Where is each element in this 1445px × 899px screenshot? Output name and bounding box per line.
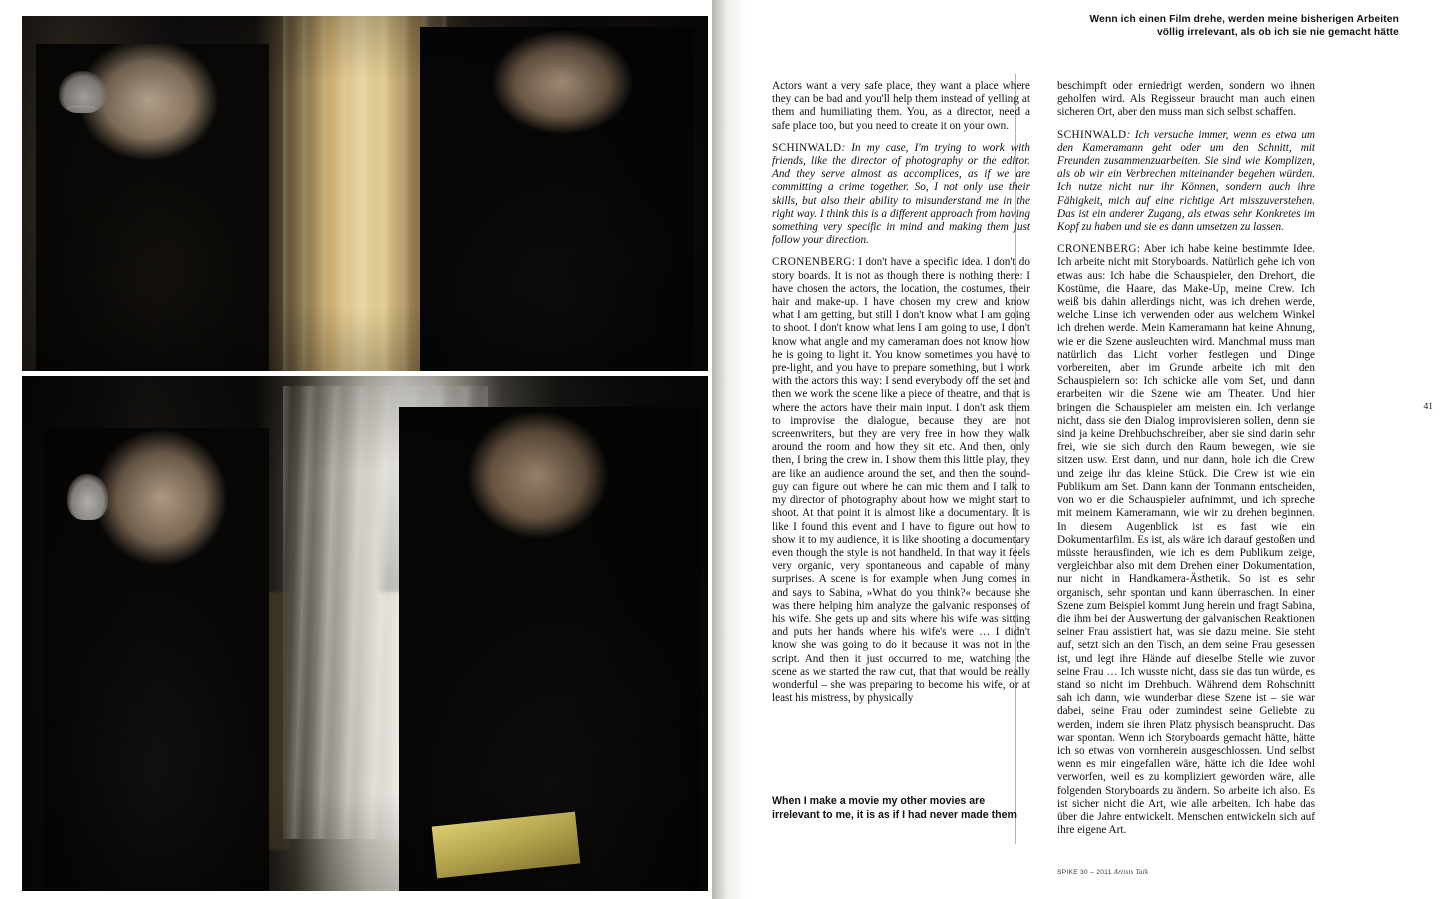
- interview-photo-cool: [22, 376, 708, 891]
- pull-quote: When I make a movie my other movies are irrelevant to me, it is as if I had never made them: [772, 795, 1017, 821]
- speaker-label-cronenberg-de: CRONENBERG: [1057, 243, 1137, 256]
- right-text-page: [746, 0, 1445, 899]
- speaker-label-cronenberg-en: CRONENBERG: [772, 256, 852, 269]
- paragraph-de-3-text: : Aber ich habe keine bestimmte Idee. Ich arbeite nicht mit Storyboards. Natürlich gehe ich von etwas aus: Ich habe die Schauspieler, den Drehort, die Kostüme, die Haare, das Make-Up, meine Crew. Ich weiß bis dahin allerdings nicht, was ich drehen werde, welche Linse ich verwenden oder aus welchem Winkel ich drehen werde. Mein Kameramann hat keine Ahnung, wie er die Szene ausleuchten wird. Manchmal muss man natürlich das Licht vorher festlegen und Dinge vorbereiten, aber im Grunde arbeite ich mit den Schauspielern so: Ich schicke alle vom Set, und dann erarbeiten wir die Szene wie am Theater. Und hier bringen die Schauspieler am meisten ein. Ich verlange nicht, dass sie den Dialog improvisieren sollen, denn sie sind ja keine Drehbuchschreiber, aber sie sind darin sehr frei, wie sie sich durch den Raum bewegen, wie sie sitzen usw. Erst dann, und nur dann, hole ich die Crew und zeige ihr das kleine Stück. Die Crew ist wie ein Publikum am Set. Dann kann der Tonmann entscheiden, von wo er die Schauspieler aufnimmt, und ich spreche mit meinem Kameramann, wie wir zu drehen beginnen. In diesem Augenblick ist es fast wie ein Dokumentarfilm. Es ist, als wäre ich darauf gestoßen und müsste herausfinden, wie ich es dem Publikum zeige, vergleichbar also mit dem Drehen einer Dokumentation, nur nicht in Handkamera-Ästhetik. So ist es sehr organisch, sehr spontan und kann überraschen. In einer Szene zum Beispiel kommt Jung herein und fragt Sabina, die ihm bei der Auswertung der galvanischen Reaktionen seiner Frau assistiert hat, was sie dazu meine. Sie steht auf, setzt sich an den Tisch, an dem seine Frau gesessen ist, und legt ihre Hände auf dieselbe Stelle wie zuvor seine Frau … Ich wusste nicht, dass sie das tun würde, es stand so nicht im Drehbuch. Während dem Rohschnitt sah ich dann, wie wunderbar diese Szene ist – sie war dabei, seine Frau oder zumindest seine Geliebte zu werden, indem sie ihren Platz physisch beansprucht. Das war spontan. Wenn ich Storyboards gemacht hätte, hätte ich so etwas von vornherein ausgeschlossen. Und selbst wenn es mir eingefallen wäre, hätte ich die Idee wohl verworfen, weil es zu kompliziert geworden wäre, alle folgenden Storyboards zu ändern. So arbeite ich also. Es ist sicher nicht die Art, wie alle arbeiten. Ich habe das über die Jahre entwickelt. Menschen entwickeln sich auf ihre eigene Art.: [1057, 243, 1315, 837]
- paragraph-en-3: [772, 256, 1030, 705]
- page-header-quote: Wenn ich einen Film drehe, werden meine bisherigen Arbeiten völlig irrelevant, als ob ich sie nie gemacht hätte: [1089, 14, 1399, 39]
- paragraph-de-2-text: : Ich versuche immer, wenn es etwa um den Kameramann geht oder um den Schnitt, mit Freunden zusammenzuarbeiten. Sie sind wie Komplizen, als ob wir ein Verbrechen miteinander begehen würden. Ich nutze nicht nur ihr Können, sondern auch ihre Fähigkeit, mich auf eine richtige Art misszuverstehen. Das ist ein anderer Zugang, als etwas sehr Konkretes im Kopf zu haben und sie es dann umsetzen zu lassen.: [1057, 128, 1315, 234]
- speaker-label-schinwald-de: SCHINWALD: [1057, 128, 1127, 141]
- paragraph-en-3-text: : I don't have a specific idea. I don't do story boards. It is not as though there is nothing there: I have chosen the actors, the location, the costumes, their hair and make-up. I have chosen my crew and know what I am getting, but still I don't know what I am going to shoot. I don't know what lens I am going to use, I don't know what angle and my cameraman does not know how he is going to light it. You know sometimes you have to pre-light, and you have to prepare something, but I work with the actors this way: I send everybody off the set and then we work the scene like a piece of theatre, and that is where the actors have their main input. I don't ask them to improvise the dialogue, because they are not screenwriters, but they are very free in how they walk around the room and how they sit etc. And then, only then, I bring the crew in. I show them this little play, they are like an audience around the set, and then the sound-guy can figure out where he can mic them and I talk to my director of photography about how we might start to shoot. At that point it is almost like a documentary. It is like I found this event and I have to figure out how to show it to my audience, it is like shooting a documentary even though the style is not handheld. In that way it feels very organic, very spontaneous and capable of many surprises. A scene is for example when Jung comes in and says to Sabina, »What do you think?« because she was there helping him analyze the galvanic responses of his wife. She gets up and sits where his wife was sitting and puts her hands where his wife's were … I didn't know she was going to do it because it was not in the script. And then it just occurred to me, watching the scene as we started the raw cut, that that would be really wonderful – she was preparing to become his wife, or at least his mistress, by physically: [772, 256, 1030, 705]
- footer-credit: SPIKE 30 – 2011: [1057, 869, 1112, 876]
- paragraph-de-3: [1057, 243, 1315, 837]
- paragraph-en-1-text: Actors want a very safe place, they want a place where they can be bad and you'll help them instead of yelling at them and humiliating them. You, as a director, need a safe place too, but you need to create it on your own.: [772, 80, 1030, 132]
- paragraph-en-2-text: : In my case, I'm trying to work with friends, like the director of photography or the editor. And they serve almost as accomplices, as if we are committing a crime together. So, I not only use their skills, but also their ability to misunderstand me in the right way. I think this is a different approach from having something very specific in mind and making them just follow your direction.: [772, 141, 1030, 247]
- column-english: [772, 80, 1030, 705]
- paragraph-en-1: [772, 80, 1030, 133]
- photo-cool-vignette: [22, 376, 708, 891]
- photo-warm-vignette: [22, 16, 708, 371]
- footer-section: Artists Talk: [1113, 869, 1149, 876]
- interview-photo-warm: [22, 16, 708, 371]
- page-gutter: [712, 0, 746, 899]
- left-photo-page: [0, 0, 712, 899]
- paragraph-de-1-text: beschimpft oder erniedrigt werden, sondern wo ihnen geholfen wird. Als Regisseur braucht man auch einen sicheren Ort, aber den muss man sich selbst schaffen.: [1057, 80, 1315, 119]
- paragraph-de-2: [1057, 129, 1315, 235]
- paragraph-en-2: [772, 142, 1030, 248]
- paragraph-de-1: [1057, 80, 1315, 120]
- page-footer: [1057, 869, 1148, 876]
- page-number: 41: [1423, 402, 1433, 412]
- column-german: [1057, 80, 1315, 837]
- speaker-label-schinwald-en: SCHINWALD: [772, 141, 842, 154]
